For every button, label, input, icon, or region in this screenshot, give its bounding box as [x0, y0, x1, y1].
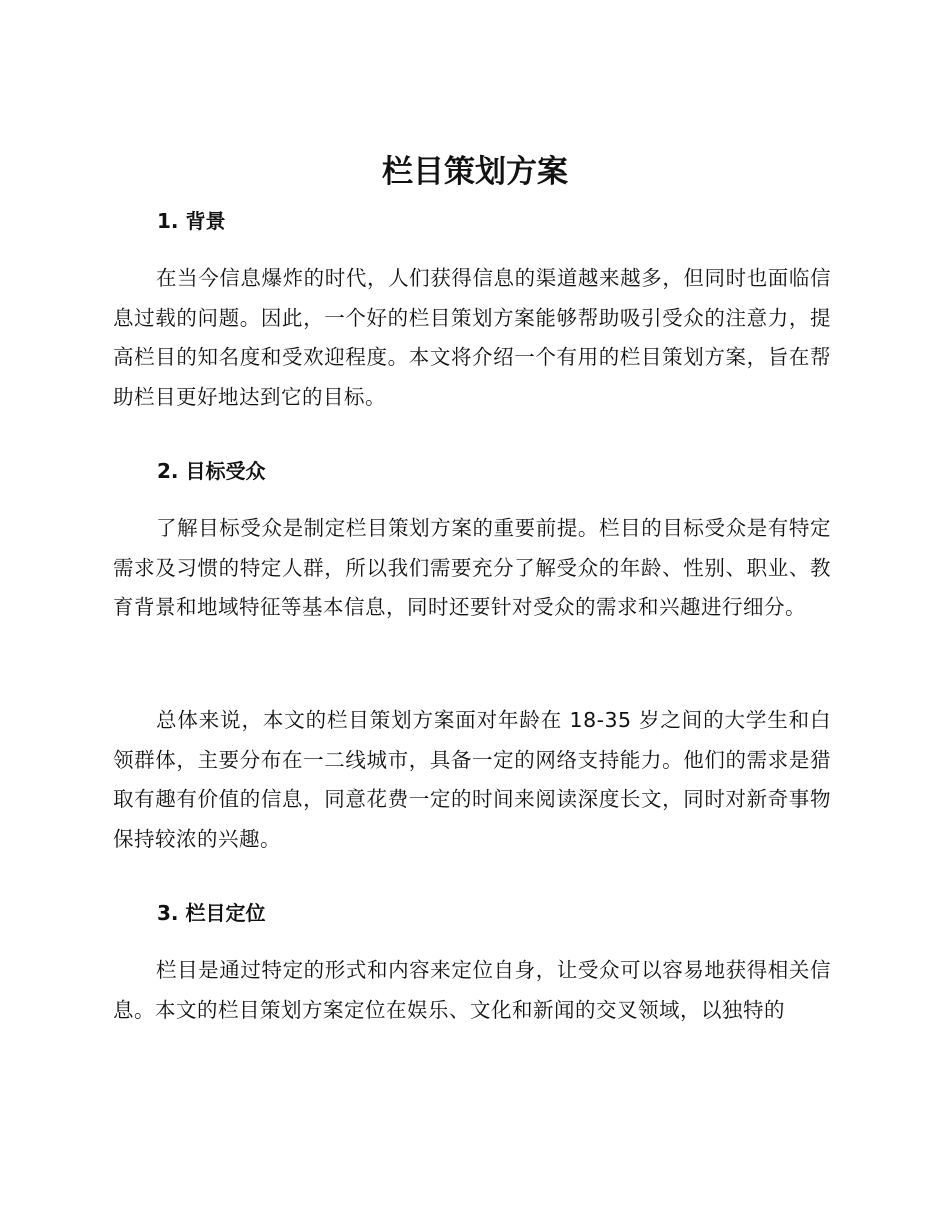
document-title: 栏目策划方案 — [382, 154, 568, 190]
section-heading-target-audience: 2. 目标受众 — [157, 459, 266, 483]
section-paragraph-positioning: 栏目是通过特定的形式和内容来定位自身，让受众可以容易地获得相关信息。本文的栏目策划方案定位在娱乐、文化和新闻的交叉领域，以独特的 — [113, 958, 831, 1022]
section-paragraph-target-audience-2: 总体来说，本文的栏目策划方案面对年龄在 18-35 岁之间的大学生和白领群体，主要分布在一二线城市，具备一定的网络支持能力。他们的需求是猎取有趣有价值的信息，同意花费一定的时间来阅读深度长文，同时对新奇事物保持较浓的兴趣。 — [113, 708, 831, 851]
section-heading-positioning: 3. 栏目定位 — [157, 901, 266, 925]
section-heading-background: 1. 背景 — [157, 209, 226, 233]
section-paragraph-target-audience-1: 了解目标受众是制定栏目策划方案的重要前提。栏目的目标受众是有特定需求及习惯的特定人群，所以我们需要充分了解受众的年龄、性别、职业、教育背景和地域特征等基本信息，同时还要针对受众的需求和兴趣进行细分。 — [113, 516, 831, 619]
section-paragraph-background: 在当今信息爆炸的时代，人们获得信息的渠道越来越多，但同时也面临信息过载的问题。因此，一个好的栏目策划方案能够帮助吸引受众的注意力，提高栏目的知名度和受欢迎程度。本文将介绍一个有用的栏目策划方案，旨在帮助栏目更好地达到它的目标。 — [113, 266, 831, 409]
